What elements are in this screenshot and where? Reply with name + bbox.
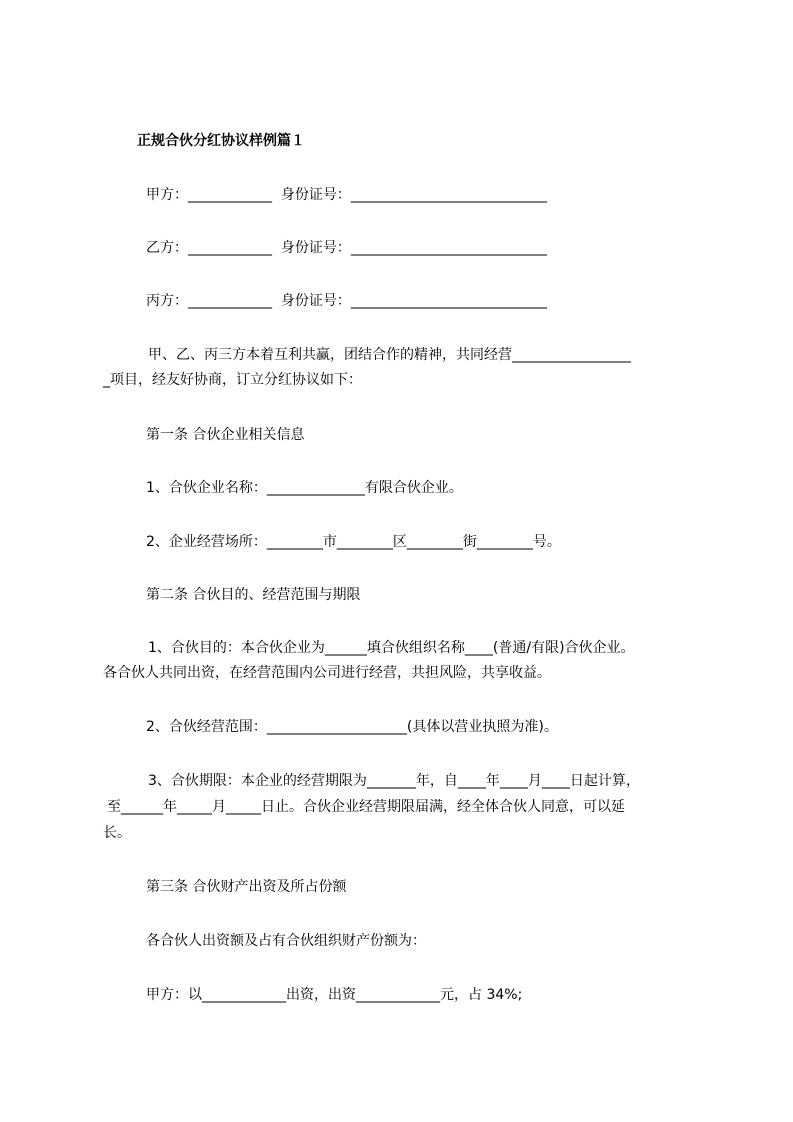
article-3-intro: 各合伙人出资额及占有合伙组织财产份额为： <box>146 933 426 949</box>
article-2-item-3-line-3: 长。 <box>103 825 131 841</box>
article-2-heading: 第二条 合伙目的、经营范围与期限 <box>146 587 361 603</box>
article-1-item-2: 2、企业经营场所：________市________区________街________号。 <box>146 534 561 550</box>
intro-line-1: 甲、乙、丙三方本着互利共赢，团结合作的精神，共同经营_________________ <box>148 347 631 363</box>
article-2-item-1-line-1: 1、合伙目的：本合伙企业为______填合伙组织名称____(普通/有限)合伙企业。 <box>148 640 635 656</box>
article-3-party-a: 甲方：以____________出资，出资____________元，占 34%; <box>146 987 523 1003</box>
article-2-item-1-line-2: 各合伙人共同出资，在经营范围内公司进行经营，共担风险，共享收益。 <box>103 665 551 681</box>
article-2-item-2: 2、合伙经营范围：____________________(具体以营业执照为准)。 <box>146 719 558 735</box>
article-1-item-1: 1、合伙企业名称：______________有限合伙企业。 <box>146 480 463 496</box>
intro-line-2: _项目，经友好协商，订立分红协议如下： <box>103 372 362 388</box>
article-1-heading: 第一条 合伙企业相关信息 <box>146 427 305 443</box>
article-2-item-3-line-1: 3、合伙期限：本企业的经营期限为_______年，自____年____月____日起计算， <box>148 773 640 789</box>
article-2-item-3-line-2: 至______年_____月_____日止。合伙企业经营期限届满，经全体合伙人同意，可以延 <box>107 799 625 815</box>
party-b-line: 乙方：____________ 身份证号：____________________________ <box>146 240 547 256</box>
document-title: 正规合伙分红协议样例篇１ <box>137 133 305 149</box>
article-3-heading: 第三条 合伙财产出资及所占份额 <box>146 879 347 895</box>
party-a-line: 甲方：____________ 身份证号：____________________________ <box>146 187 547 203</box>
party-c-line: 丙方：____________ 身份证号：____________________________ <box>146 293 547 309</box>
